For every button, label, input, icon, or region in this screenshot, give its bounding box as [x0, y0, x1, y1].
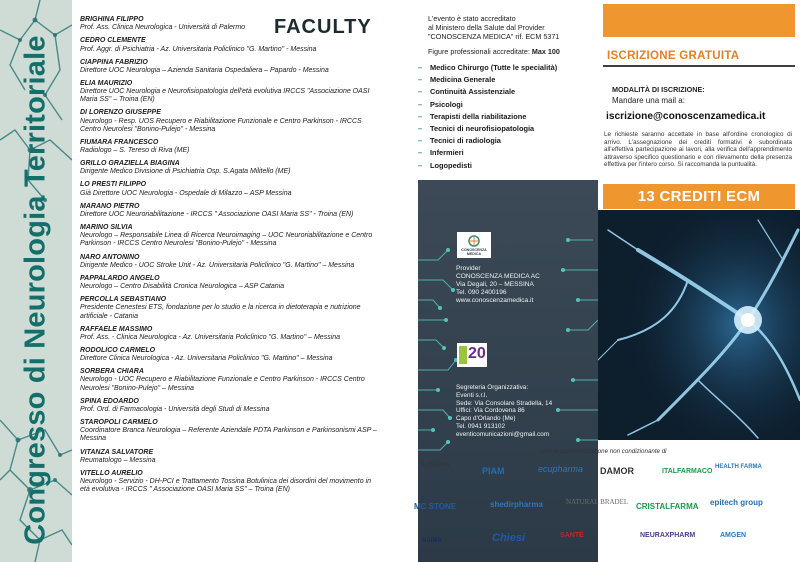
profession-item: – Medico Chirurgo (Tutte le specialità): [418, 62, 588, 74]
faculty-name: SORBERA CHIARA: [80, 368, 144, 376]
faculty-role: Prof. Ass. Clinica Neurologica - Università di Palermo: [80, 24, 246, 32]
faculty-entry: [80, 80, 380, 105]
faculty-role: Prof. Ass. - Clinica Neurologica - Az. Universitaria Policlinico "G. Martino" – Messina: [80, 333, 341, 341]
sponsor-logo: Chiesi: [492, 532, 526, 544]
sponsor-logo: HEALTH FARMA: [715, 464, 762, 470]
sponsor-logo: MC STONE: [414, 502, 457, 511]
accreditation-line: al Ministero della Salute dal Provider: [428, 23, 545, 32]
profession-item: – Tecnici di radiologia: [418, 135, 588, 147]
sponsor-logo: ITALFARMACO: [662, 468, 713, 475]
faculty-name: NARO ANTONINO: [80, 253, 140, 261]
neuron-image: [598, 210, 800, 440]
faculty-name: RAFFAELE MASSIMO: [80, 325, 153, 333]
sponsor-logo: AMGEN: [720, 532, 747, 539]
secretariat-line: eventicomunicazioni@gmail.com: [456, 430, 550, 438]
registration-divider: [603, 65, 795, 67]
faculty-name: SPINA EDOARDO: [80, 397, 139, 405]
secretariat-info: [456, 384, 586, 439]
faculty-list: [80, 16, 380, 499]
faculty-name: LO PRESTI FILIPPO: [80, 181, 147, 189]
faculty-role: Neurologo – Responsabile Linea di Ricerca Neuroimaging – UOC Neuroriabilitazione e Centro Parkinson - IRCCS Centro Neurolesi "Bonino-Pulejo" - Messina: [80, 232, 373, 248]
faculty-entry: [80, 109, 380, 134]
faculty-name: FIUMARA FRANCESCO: [80, 138, 159, 146]
sponsor-logo: NAIMA: [422, 538, 442, 544]
sponsor-logo: DAMOR: [600, 466, 634, 476]
registration-description: Le richieste saranno accettate in base all'ordine cronologico di arrivo. L'assegnazione dei crediti formativi è subordinata all'effettiva partecipazione ai lavori, alla verifica dell'apprendimento attraverso specifico questionario e con rilevamento della presenza effettiva per l'intero corso. Si raccomanda la puntualità.: [604, 131, 792, 169]
faculty-entry: [80, 275, 380, 291]
neuron-illustration: [598, 210, 800, 440]
provider-logo: [457, 232, 491, 258]
provider-line: Provider: [456, 265, 481, 272]
faculty-entry: [80, 160, 380, 176]
faculty-name: CIAPPINA FABRIZIO: [80, 58, 148, 66]
sponsor-logo: NATURAL BRADEL: [566, 498, 629, 506]
faculty-role: Radiologo – S. Tereso di Riva (ME): [80, 147, 190, 155]
faculty-name: STAROPOLI CARMELO: [80, 419, 158, 427]
faculty-entry: [80, 296, 380, 321]
registration-mail-label: Mandare una mail a:: [612, 96, 685, 105]
professions-list: [418, 62, 588, 172]
faculty-role: Reumatologo – Messina: [80, 456, 156, 464]
provider-info: [456, 265, 586, 305]
registration-title: ISCRIZIONE GRATUITA: [607, 50, 740, 62]
faculty-name: GRILLO GRAZIELLA BIAGINA: [80, 160, 180, 168]
organizer-logo-bar: [459, 346, 467, 364]
faculty-role: Neurologo - UOC Recupero e Riabilitazione Funzionale e Centro Parkinson - IRCCS Centro Neurolesi "Bonino-Pulejo" – Messina: [80, 376, 365, 392]
faculty-entry: [80, 16, 380, 32]
faculty-name: MARANO PIETRO: [80, 202, 140, 210]
faculty-name: PERCOLLA SEBASTIANO: [80, 296, 167, 304]
faculty-name: VITELLO AURELIO: [80, 469, 143, 477]
faculty-role: Neurologo – Centro Disabilità Cronica Neurologica – ASP Catania: [80, 283, 285, 291]
organizer-logo-text: 20: [468, 345, 486, 362]
faculty-entry: [80, 347, 380, 363]
faculty-entry: [80, 254, 380, 270]
provider-line: CONOSCENZA MEDICA AC: [456, 273, 540, 280]
faculty-name: BRIGHINA FILIPPO: [80, 16, 144, 23]
credits-banner: 13 CREDITI ECM: [603, 184, 795, 209]
provider-line: Tel. 090 2400196: [456, 289, 507, 296]
profession-item: – Medicina Generale: [418, 74, 588, 86]
faculty-entry: [80, 37, 380, 53]
sponsor-logo: SANTÈ: [560, 532, 584, 539]
sponsor-logo: PIAM: [482, 466, 505, 476]
professions-max: Max 100: [531, 47, 560, 56]
secretariat-line: Eventi s.r.l.: [456, 391, 488, 399]
accreditation-line: "CONOSCENZA MEDICA" rif. ECM 5371: [428, 32, 560, 41]
sponsor-logo: CRISTALFARMA: [636, 502, 699, 511]
secretariat-line: Tel. 0941 913102: [456, 422, 506, 430]
secretariat-line: Sede: Via Consolare Stradella, 14: [456, 399, 553, 407]
faculty-role: Direttore UOC Neuroriabilitazione - IRCCS " Associazione OASI Maria SS" - Troina (EN): [80, 210, 354, 218]
profession-item: – Logopedisti: [418, 160, 588, 172]
profession-item: – Infermieri: [418, 147, 588, 159]
sponsor-logo: Lundbeck: [422, 460, 450, 468]
accreditation-info: [428, 14, 588, 41]
secretariat-line: Segreteria Organizzativa:: [456, 384, 529, 391]
accreditation-line: L'evento è stato accreditato: [428, 14, 516, 23]
faculty-role: Già Direttore UOC Neurologia - Ospedale di Milazzo – ASP Messina: [80, 189, 292, 197]
faculty-role: Neurologo - Servizio - DH-PCI e Trattamento Tossina Botulinica dei disordini del movimento in età evolutiva - IRCCS " Associazione OASI Maria SS" – Troina (EN): [80, 478, 372, 494]
faculty-role: Direttore UOC Neurologia e Neurofisiopatologia dell'età evolutiva IRCCS "Associazione OASI Maria SS" – Troina (EN): [80, 88, 370, 104]
profession-item: – Continuità Assistenziale: [418, 86, 588, 98]
sponsor-logo: shedirpharma: [490, 500, 543, 509]
faculty-entry: [80, 139, 380, 155]
congress-title: Congresso di Neurologia Territoriale: [19, 35, 52, 545]
faculty-role: Prof. Ord. di Farmacologia - Università degli Studi di Messina: [80, 405, 270, 413]
faculty-name: MARINO SILVIA: [80, 224, 133, 232]
professions-heading: [428, 47, 560, 56]
faculty-entry: [80, 326, 380, 342]
faculty-entry: [80, 419, 380, 444]
faculty-entry: [80, 59, 380, 75]
faculty-role: Dirigente Medico Divisione di Psichiatria Osp. S.Agata Militello (ME): [80, 168, 291, 176]
organizer-logo: [457, 343, 487, 367]
faculty-entry: [80, 368, 380, 393]
faculty-entry: [80, 449, 380, 465]
faculty-role: Direttore UOC Neurologia – Azienda Sanitaria Ospedaliera – Papardo - Messina: [80, 66, 329, 74]
faculty-name: ELIA MAURIZIO: [80, 79, 133, 87]
sponsors-heading: con la sponsorizzazione non condizionante di: [542, 448, 667, 455]
provider-line: www.conoscenzamedica.it: [456, 297, 534, 304]
profession-item: – Tecnici di neurofisiopatologia: [418, 123, 588, 135]
faculty-role: Coordinatore Branca Neurologia – Referente Aziendale PDTA Parkinson e Parkinsonismi ASP – Messina: [80, 427, 377, 443]
faculty-name: VITANZA SALVATORE: [80, 448, 154, 456]
faculty-role: Dirigente Medico - UOC Stroke Unit - Az. Universitaria Policlinico "G. Martino" – Messina: [80, 261, 355, 269]
faculty-entry: [80, 470, 380, 495]
faculty-entry: [80, 203, 380, 219]
faculty-name: DI LORENZO GIUSEPPE: [80, 109, 161, 117]
faculty-entry: [80, 398, 380, 414]
sponsors-grid: [410, 458, 800, 562]
faculty-name: PAPPALARDO ANGELO: [80, 274, 160, 282]
registration-mode-label: MODALITÀ DI ISCRIZIONE:: [612, 85, 705, 94]
secretariat-line: Capo d'Orlando (Me): [456, 415, 516, 423]
faculty-role: Neurologo - Resp. UOS Recupero e Riabilitazione Funzionale e Centro Parkinson - IRCCS Centro Neurolesi "Bonino-Pulejo" - Messina: [80, 117, 362, 133]
faculty-name: CEDRO CLEMENTE: [80, 37, 146, 45]
secretariat-line: Uffici: Via Cordovena 86: [456, 407, 525, 415]
profession-item: – Terapisti della riabilitazione: [418, 111, 588, 123]
registration-email[interactable]: iscrizione@conoscenzamedica.it: [606, 111, 766, 122]
faculty-name: RODOLICO CARMELO: [80, 346, 156, 354]
sponsor-logo: NEURAXPHARM: [640, 532, 696, 539]
profession-item: – Psicologi: [418, 99, 588, 111]
faculty-role: Direttore Clinica Neurologica - Az. Universitaria Policlinico "G. Martino" – Messina: [80, 355, 333, 363]
provider-line: Via Degali, 20 – MESSINA: [456, 281, 534, 288]
sponsor-logo: epitech group: [710, 498, 763, 507]
faculty-entry: [80, 224, 380, 249]
sponsor-logo: ecupharma: [538, 464, 584, 474]
faculty-entry: [80, 181, 380, 197]
faculty-role: Presidente Cenestesi ETS, fondazione per lo studio e la ricerca in dietoterapia e nutrizione artificiale - Catania: [80, 304, 361, 320]
faculty-role: Prof. Aggr. di Psichiatria - Az. Universitaria Policlinico "G. Martino" - Messina: [80, 45, 317, 53]
faculty-heading: FACULTY: [274, 16, 372, 38]
provider-logo-text: CONOSCENZA MEDICA: [461, 248, 487, 256]
orange-header-band: [603, 4, 795, 37]
professions-label: Figure professionali accreditate:: [428, 47, 530, 56]
